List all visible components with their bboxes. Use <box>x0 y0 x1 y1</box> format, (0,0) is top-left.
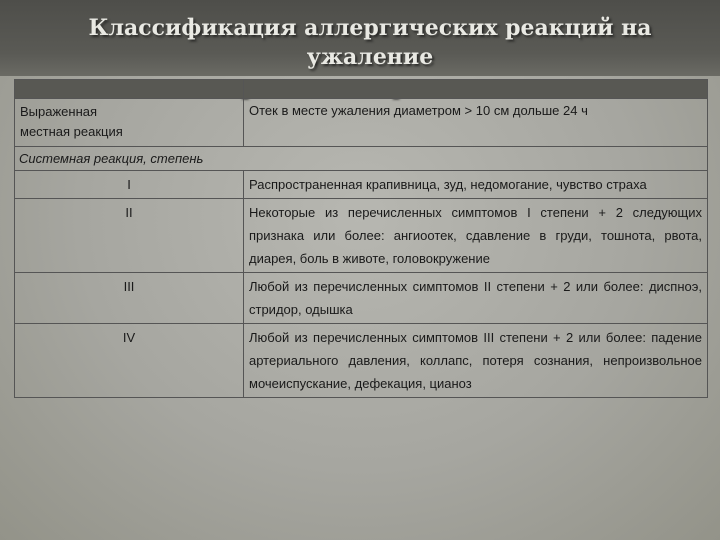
systemic-section-label: Системная реакция, степень <box>15 147 708 171</box>
table-row-local-reaction <box>15 99 708 147</box>
table-row-grade <box>15 199 708 273</box>
grade-cell: III <box>15 273 244 324</box>
local-reaction-description: Отек в месте ужаления диаметром > 10 см дольше 24 ч <box>244 99 708 147</box>
header-cell-2 <box>244 80 708 99</box>
table-row-grade <box>15 324 708 398</box>
grade-description: Некоторые из перечисленных симптомов I степени + 2 следующих признака или более: ангиоотек, сдавление в груди, тошнота, рвота, диарея, боль в животе, головокружение <box>244 199 708 273</box>
grade-cell: I <box>15 171 244 199</box>
grade-description: Любой из перечисленных симптомов II степени + 2 или более: диспноэ, стридор, одышка <box>244 273 708 324</box>
local-label-line-2: местная реакция <box>20 124 123 139</box>
table-row-grade <box>15 273 708 324</box>
local-label-line-1: Выраженная <box>20 104 98 119</box>
grade-cell: II <box>15 199 244 273</box>
table-row-section <box>15 147 708 171</box>
local-reaction-label <box>15 99 244 147</box>
title-line-1: Классификация аллергических реакций на ужаление <box>88 15 652 70</box>
grade-description: Распространенная крапивница, зуд, недомогание, чувство страха <box>244 171 708 199</box>
header-cell-1 <box>15 80 244 99</box>
table-header-row <box>15 80 708 99</box>
table-row-grade <box>15 171 708 199</box>
grade-cell: IV <box>15 324 244 398</box>
classification-table <box>14 79 708 398</box>
grade-description: Любой из перечисленных симптомов III степени + 2 или более: падение артериального давления, коллапс, потеря сознания, непроизвольное мочеиспускание, дефекация, цианоз <box>244 324 708 398</box>
